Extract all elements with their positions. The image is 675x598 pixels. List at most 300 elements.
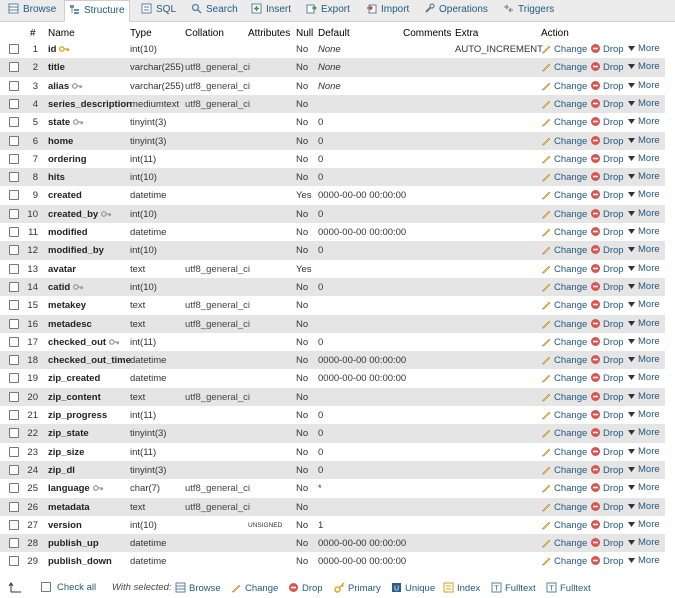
bulk-browse-button[interactable] <box>175 582 221 594</box>
more-label: More <box>638 43 660 54</box>
column-name-text: language <box>48 483 90 495</box>
column-default: 0 <box>318 336 324 348</box>
triggers-icon <box>503 3 514 14</box>
change-button[interactable] <box>541 336 587 348</box>
table-row <box>0 132 665 150</box>
table-row <box>0 479 665 497</box>
drop-button[interactable] <box>590 318 624 330</box>
column-type: datetime <box>130 556 167 568</box>
more-label: More <box>638 299 660 311</box>
more-label: More <box>638 97 660 109</box>
change-button[interactable] <box>541 446 587 458</box>
more-label: More <box>638 354 660 366</box>
more-button[interactable] <box>627 446 660 457</box>
change-label: Change <box>554 556 588 568</box>
change-button[interactable] <box>541 519 587 531</box>
caret-down-icon <box>627 538 636 547</box>
bulk-unique-label: Unique <box>405 583 436 594</box>
caret-down-icon <box>627 99 636 108</box>
more-button[interactable] <box>627 226 660 237</box>
column-default: 0 <box>318 428 324 440</box>
more-button[interactable] <box>627 98 660 109</box>
change-button[interactable] <box>541 80 587 92</box>
browse-icon <box>175 582 186 593</box>
column-type: int(11) <box>130 410 157 421</box>
row-number: 4 <box>32 98 38 110</box>
change-button[interactable] <box>541 43 587 55</box>
more-button[interactable] <box>627 208 660 219</box>
more-button[interactable] <box>627 135 660 146</box>
column-type: tinyint(3) <box>130 428 167 440</box>
col-name[interactable]: Name <box>48 28 75 39</box>
more-button[interactable] <box>627 336 660 347</box>
table-row <box>0 498 665 516</box>
more-button[interactable] <box>627 116 660 127</box>
column-name-text: version <box>48 519 82 531</box>
tab-search-label: Search <box>206 4 238 15</box>
more-button[interactable] <box>627 299 660 310</box>
change-label: Change <box>554 428 588 440</box>
drop-button[interactable] <box>590 171 624 183</box>
tab-search[interactable] <box>191 0 238 20</box>
pencil-icon <box>541 80 552 91</box>
column-type: int(10) <box>130 208 157 220</box>
pencil-icon <box>541 372 552 383</box>
tab-browse-label: Browse <box>23 4 57 15</box>
change-button[interactable] <box>541 555 587 567</box>
caret-down-icon <box>627 44 636 53</box>
column-default: None <box>318 80 341 92</box>
drop-button[interactable] <box>590 208 624 220</box>
tab-operations[interactable] <box>424 0 488 20</box>
column-name-text: metadesc <box>48 318 92 330</box>
caret-down-icon <box>627 264 636 273</box>
change-button[interactable] <box>541 98 587 110</box>
change-button[interactable] <box>541 61 587 73</box>
change-label: Change <box>554 483 588 495</box>
more-label: More <box>638 171 660 183</box>
col-extra[interactable]: Extra <box>455 28 479 39</box>
column-collation: utf8_general_ci <box>185 62 250 74</box>
primary-key-icon <box>59 45 70 53</box>
check-all-label[interactable]: Check all <box>57 582 97 593</box>
pencil-icon <box>541 98 552 109</box>
column-name-text: metadata <box>48 501 90 513</box>
drop-label: Drop <box>603 98 624 110</box>
more-button[interactable] <box>627 537 660 548</box>
drop-button[interactable] <box>590 555 624 567</box>
bulk-fulltext-button[interactable] <box>491 582 536 594</box>
bulk-drop-button[interactable] <box>288 582 323 594</box>
search-icon <box>191 3 202 14</box>
drop-label: Drop <box>603 190 624 202</box>
drop-button[interactable] <box>590 336 624 348</box>
col-default[interactable]: Default <box>318 28 350 39</box>
column-name-text: state <box>48 117 71 129</box>
tab-triggers[interactable] <box>503 0 554 20</box>
pencil-icon <box>541 208 552 219</box>
change-label: Change <box>554 44 588 55</box>
column-name <box>48 44 70 55</box>
column-null: No <box>296 428 309 440</box>
bulk-primary-label: Primary <box>348 583 381 594</box>
change-button[interactable] <box>541 409 587 421</box>
drop-icon <box>590 299 601 310</box>
drop-label: Drop <box>603 153 624 165</box>
column-name <box>48 447 84 458</box>
column-default: None <box>318 62 341 74</box>
drop-button[interactable] <box>590 98 624 110</box>
drop-button[interactable] <box>590 135 624 147</box>
drop-button[interactable] <box>590 226 624 238</box>
check-all-checkbox[interactable] <box>41 582 51 592</box>
table-row <box>0 241 665 259</box>
col-attributes[interactable]: Attributes <box>248 28 291 39</box>
drop-label: Drop <box>603 62 624 74</box>
drop-button[interactable] <box>590 537 624 549</box>
drop-label: Drop <box>603 483 624 495</box>
change-button[interactable] <box>541 501 587 513</box>
column-default: 0 <box>318 117 324 129</box>
column-name <box>48 410 107 421</box>
table-row <box>0 516 665 534</box>
drop-label: Drop <box>603 117 624 129</box>
row-number: 9 <box>32 190 38 202</box>
column-null: No <box>296 519 309 531</box>
more-button[interactable] <box>627 171 660 182</box>
drop-button[interactable] <box>590 281 624 293</box>
column-null: No <box>296 44 309 55</box>
change-label: Change <box>554 172 588 184</box>
drop-button[interactable] <box>590 153 624 165</box>
change-label: Change <box>554 501 588 513</box>
caret-down-icon <box>627 154 636 163</box>
change-button[interactable] <box>541 189 587 201</box>
column-name <box>48 282 84 293</box>
col-collation[interactable]: Collation <box>185 28 224 39</box>
change-button[interactable] <box>541 354 587 366</box>
row-number: 1 <box>32 44 38 55</box>
tab-browse[interactable] <box>8 0 56 20</box>
column-name <box>48 465 75 476</box>
column-type: tinyint(3) <box>130 117 167 129</box>
change-button[interactable] <box>541 372 587 384</box>
drop-button[interactable] <box>590 43 624 55</box>
more-button[interactable] <box>627 318 660 329</box>
more-button[interactable] <box>627 409 660 420</box>
table-row <box>0 552 665 570</box>
change-button[interactable] <box>541 208 587 220</box>
table-row <box>0 369 665 387</box>
drop-icon <box>590 555 601 566</box>
tab-insert[interactable] <box>251 0 291 20</box>
more-label: More <box>638 390 660 402</box>
change-label: Change <box>554 263 588 275</box>
column-default: 0000-00-00 00:00:00 <box>318 355 407 367</box>
change-label: Change <box>554 300 588 312</box>
row-number: 15 <box>27 300 38 312</box>
column-type: char(7) <box>130 483 161 495</box>
column-default: 0 <box>318 135 324 147</box>
drop-label: Drop <box>603 446 624 458</box>
drop-label: Drop <box>603 391 624 403</box>
column-default: 0000-00-00 00:00:00 <box>318 190 407 202</box>
drop-icon <box>590 519 601 530</box>
more-label: More <box>638 262 660 274</box>
drop-icon <box>590 189 601 200</box>
change-button[interactable] <box>541 263 587 275</box>
table-row <box>0 388 665 406</box>
caret-down-icon <box>627 190 636 199</box>
more-button[interactable] <box>627 61 660 72</box>
column-null: No <box>296 373 309 385</box>
table-row <box>0 351 665 369</box>
drop-label: Drop <box>603 300 624 312</box>
change-button[interactable] <box>541 464 587 476</box>
more-button[interactable] <box>627 354 660 365</box>
drop-icon <box>590 226 601 237</box>
drop-label: Drop <box>603 318 624 330</box>
column-type: int(11) <box>130 446 157 458</box>
caret-down-icon <box>627 410 636 419</box>
drop-button[interactable] <box>590 244 624 256</box>
more-button[interactable] <box>627 153 660 164</box>
drop-button[interactable] <box>590 464 624 476</box>
column-name-text: modified_by <box>48 245 104 257</box>
column-name-text: zip_created <box>48 373 101 385</box>
table-row <box>0 406 665 424</box>
change-button[interactable] <box>541 135 587 147</box>
bulk-unique-button[interactable] <box>391 582 435 594</box>
pencil-icon <box>541 519 552 530</box>
pencil-icon <box>541 501 552 512</box>
row-number: 11 <box>28 227 38 238</box>
table-header <box>0 26 665 40</box>
drop-button[interactable] <box>590 446 624 458</box>
more-label: More <box>638 555 660 567</box>
drop-button[interactable] <box>590 391 624 403</box>
change-label: Change <box>554 80 588 92</box>
drop-icon <box>590 446 601 457</box>
column-type: text <box>130 501 146 513</box>
change-button[interactable] <box>541 299 587 311</box>
column-default: None <box>318 44 341 55</box>
column-name <box>48 520 82 531</box>
col-comments[interactable]: Comments <box>403 28 452 39</box>
column-name <box>48 117 84 128</box>
more-button[interactable] <box>627 555 660 566</box>
bulk-index-label: Index <box>457 583 481 594</box>
tab-export[interactable] <box>306 0 350 20</box>
change-button[interactable] <box>541 281 587 293</box>
index-key-icon <box>101 210 112 218</box>
drop-button[interactable] <box>590 482 624 494</box>
change-button[interactable] <box>541 318 587 330</box>
drop-icon <box>590 135 601 146</box>
column-collation: utf8_general_ci <box>185 501 250 513</box>
column-collation: utf8_general_ci <box>185 318 250 330</box>
column-null: No <box>296 62 309 74</box>
tab-import[interactable] <box>366 0 409 20</box>
drop-label: Drop <box>603 410 624 421</box>
caret-down-icon <box>627 300 636 309</box>
change-button[interactable] <box>541 427 587 439</box>
drop-icon <box>590 427 601 438</box>
table-row <box>0 424 665 442</box>
drop-button[interactable] <box>590 299 624 311</box>
column-name <box>48 62 65 73</box>
column-null: No <box>296 227 309 238</box>
pencil-icon <box>541 354 552 365</box>
drop-label: Drop <box>603 172 624 184</box>
drop-button[interactable] <box>590 519 624 531</box>
more-button[interactable] <box>627 501 660 512</box>
caret-down-icon <box>627 337 636 346</box>
more-button[interactable] <box>627 263 660 274</box>
column-name-text: zip_progress <box>48 410 108 421</box>
column-default: 0 <box>318 281 324 293</box>
caret-down-icon <box>627 62 636 71</box>
change-button[interactable] <box>541 153 587 165</box>
drop-label: Drop <box>603 281 624 293</box>
with-selected-label: With selected: <box>112 582 172 593</box>
column-name <box>48 556 112 567</box>
drop-button[interactable] <box>590 372 624 384</box>
more-button[interactable] <box>627 391 660 402</box>
column-name <box>48 502 90 513</box>
column-type: int(10) <box>130 245 157 257</box>
table-row <box>0 186 665 204</box>
column-name <box>48 319 92 330</box>
drop-button[interactable] <box>590 189 624 201</box>
tab-structure[interactable] <box>64 0 130 22</box>
drop-button[interactable] <box>590 427 624 439</box>
drop-button[interactable] <box>590 354 624 366</box>
more-button[interactable] <box>627 80 660 91</box>
bulk-index-button[interactable] <box>443 582 480 594</box>
column-type: int(11) <box>130 153 157 165</box>
caret-down-icon <box>627 556 636 565</box>
drop-label: Drop <box>603 464 624 476</box>
more-button[interactable] <box>627 189 660 200</box>
column-type: varchar(255) <box>130 62 184 74</box>
drop-icon <box>590 336 601 347</box>
more-button[interactable] <box>627 244 660 255</box>
column-type: datetime <box>130 355 167 367</box>
col-null[interactable]: Null <box>296 28 314 39</box>
column-name-text: created_by <box>48 208 99 220</box>
column-type: text <box>130 300 146 312</box>
pencil-icon <box>541 281 552 292</box>
col-type[interactable]: Type <box>130 28 152 39</box>
pencil-icon <box>541 482 552 493</box>
drop-label: Drop <box>603 208 624 220</box>
caret-down-icon <box>627 392 636 401</box>
change-label: Change <box>554 208 588 220</box>
more-button[interactable] <box>627 43 660 54</box>
sql-icon <box>141 3 152 14</box>
operations-icon <box>424 3 435 14</box>
column-name-text: home <box>48 135 74 147</box>
column-type: datetime <box>130 190 167 202</box>
change-button[interactable] <box>541 116 587 128</box>
drop-icon <box>590 318 601 329</box>
column-type: datetime <box>130 373 167 385</box>
change-button[interactable] <box>541 482 587 494</box>
column-name <box>48 154 87 165</box>
bulk-primary-button[interactable] <box>334 582 381 594</box>
change-label: Change <box>554 519 588 531</box>
more-label: More <box>638 463 660 475</box>
more-label: More <box>638 372 660 384</box>
more-button[interactable] <box>627 281 660 292</box>
column-null: No <box>296 538 309 550</box>
change-label: Change <box>554 153 588 165</box>
column-type: tinyint(3) <box>130 135 167 147</box>
svg-text:T: T <box>549 584 554 593</box>
check-all-arrow-icon <box>8 580 25 595</box>
caret-down-icon <box>627 373 636 382</box>
column-name-text: ordering <box>48 153 87 165</box>
change-label: Change <box>554 135 588 147</box>
row-number: 21 <box>27 410 38 421</box>
caret-down-icon <box>627 520 636 529</box>
column-null: Yes <box>296 263 312 275</box>
drop-button[interactable] <box>590 409 624 421</box>
column-collation: utf8_general_ci <box>185 483 250 495</box>
index-key-icon <box>72 82 83 90</box>
row-number: 20 <box>27 391 38 403</box>
row-number: 22 <box>27 428 38 440</box>
caret-down-icon <box>627 483 636 492</box>
more-button[interactable] <box>627 372 660 383</box>
more-button[interactable] <box>627 427 660 438</box>
drop-icon <box>590 153 601 164</box>
more-button[interactable] <box>627 464 660 475</box>
row-number: 10 <box>27 208 38 220</box>
change-button[interactable] <box>541 244 587 256</box>
column-null: No <box>296 80 309 92</box>
drop-button[interactable] <box>590 501 624 513</box>
index-icon <box>443 582 454 593</box>
change-button[interactable] <box>541 391 587 403</box>
drop-button[interactable] <box>590 61 624 73</box>
change-button[interactable] <box>541 537 587 549</box>
column-name-text: publish_down <box>48 556 112 568</box>
drop-icon <box>590 537 601 548</box>
column-name-text: avatar <box>48 263 76 275</box>
drop-button[interactable] <box>590 116 624 128</box>
more-button[interactable] <box>627 519 660 530</box>
drop-button[interactable] <box>590 80 624 92</box>
bulk-change-button[interactable] <box>231 582 278 594</box>
drop-label: Drop <box>603 519 624 531</box>
column-null: No <box>296 501 309 513</box>
row-number: 8 <box>32 172 38 184</box>
change-button[interactable] <box>541 226 587 238</box>
column-name <box>48 483 104 494</box>
drop-button[interactable] <box>590 263 624 275</box>
column-name-text: id <box>48 44 57 55</box>
pencil-icon <box>541 226 552 237</box>
bulk-fulltext-button-2[interactable] <box>546 582 591 594</box>
drop-label: Drop <box>603 373 624 385</box>
change-button[interactable] <box>541 171 587 183</box>
more-button[interactable] <box>627 482 660 493</box>
tab-sql[interactable] <box>141 0 176 20</box>
column-name-text: series_description <box>48 98 132 110</box>
more-label: More <box>638 189 660 201</box>
